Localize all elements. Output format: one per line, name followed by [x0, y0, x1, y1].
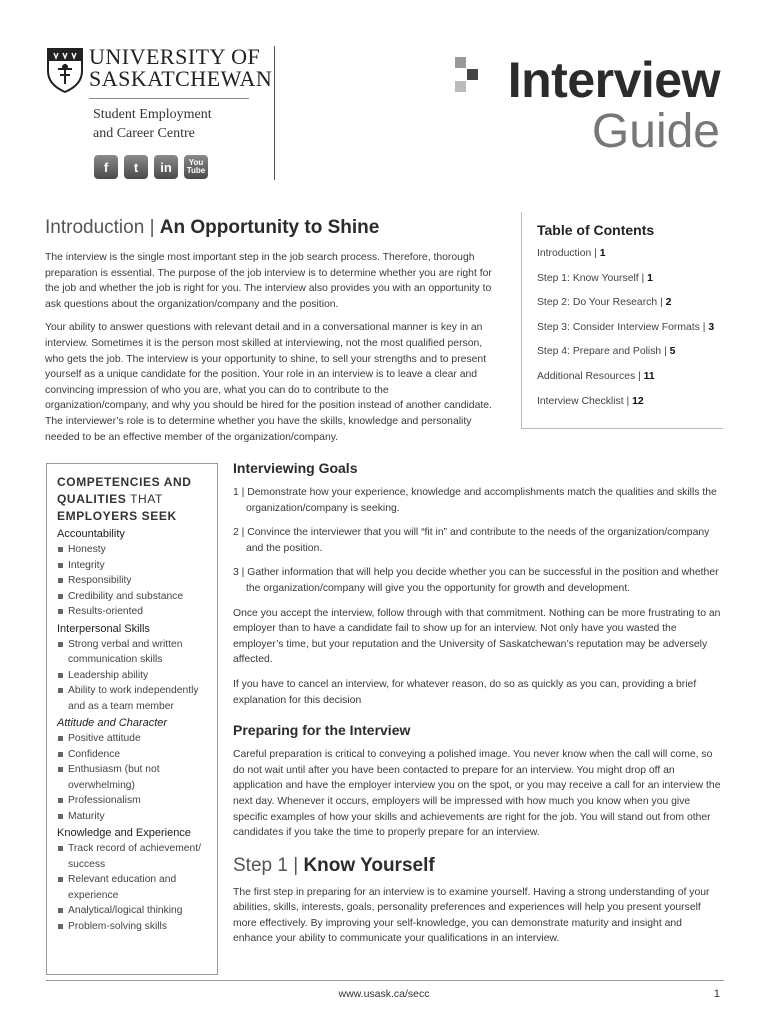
preparing-heading: Preparing for the Interview — [233, 722, 411, 739]
list-item: Ability to work independently and as a team member — [57, 683, 209, 714]
facebook-icon[interactable]: f — [94, 155, 118, 179]
intro-body — [45, 250, 495, 453]
list-item: Track record of achievement/ success — [57, 841, 209, 872]
intro-heading-light: Introduction — [45, 217, 145, 238]
list-item: Credibility and substance — [57, 589, 209, 605]
list-item: Responsibility — [57, 573, 209, 589]
list-item: Positive attitude — [57, 731, 209, 747]
toc-title: Table of Contents — [537, 222, 655, 238]
document-title-line1: Interview — [507, 52, 720, 108]
goal-item: 3 | Gather information that will help you decide whether you can be successful in the position and whether the organization/company will give you the opportunity for growth and development. — [233, 567, 719, 594]
centre-name-line2: and Career Centre — [93, 126, 195, 141]
footer-divider — [46, 980, 724, 981]
pixel-mark-icon — [455, 57, 481, 93]
page-number: 1 — [713, 988, 720, 1000]
university-divider — [89, 98, 249, 99]
competency-section-title: Knowledge and Experience — [57, 827, 191, 839]
toc-item-checklist[interactable]: Interview Checklist | 12 — [537, 395, 644, 407]
list-item: Enthusiasm (but not overwhelming) — [57, 762, 209, 793]
footer-url-link[interactable]: www.usask.ca/secc — [338, 988, 430, 1000]
intro-heading — [45, 217, 379, 239]
list-item: Problem-solving skills — [57, 919, 209, 935]
list-item: Leadership ability — [57, 668, 209, 684]
table-of-contents — [521, 212, 723, 429]
toc-item-step2[interactable]: Step 2: Do Your Research | 2 — [537, 297, 672, 309]
centre-name-line1: Student Employment — [93, 107, 212, 122]
goal-item: 2 | Convince the interviewer that you will “fit in” and contribute to the needs of the organization/company and the position. — [233, 527, 710, 554]
goals-heading: Interviewing Goals — [233, 460, 358, 476]
list-item: Analytical/logical thinking — [57, 903, 209, 919]
competency-section-title: Interpersonal Skills — [57, 622, 150, 635]
intro-paragraph: The interview is the single most important step in the job search process. Therefore, thorough preparation is essential. The purpose of the job interview is to determine whether you are right for the job and whether the job is right for you. The interview also provides you with an opportunity to ask questions about the organization/company and the position. — [45, 252, 492, 310]
toc-item-step4[interactable]: Step 4: Prepare and Polish | 5 — [537, 346, 676, 358]
university-name — [89, 46, 272, 90]
toc-item-step3[interactable]: Step 3: Consider Interview Formats | 3 — [537, 321, 715, 333]
competency-section-title: Attitude and Character — [57, 717, 168, 729]
toc-item-resources[interactable]: Additional Resources | 11 — [537, 370, 655, 382]
intro-heading-separator: | — [144, 217, 160, 238]
university-name-line2: SASKATCHEWAN — [89, 66, 273, 91]
university-name-line1: UNIVERSITY OF — [89, 44, 261, 69]
toc-item-introduction[interactable]: Introduction | 1 — [537, 248, 606, 259]
intro-paragraph: Your ability to answer questions with relevant detail and in a conversational manner is key in an interview. Sometimes it is the person most skilled at interviewing, not the most qualified person, who gets the job. The interview is your opportunity to shine, to sell your strengths and to present yourself as a unique candidate for the position. Your role in an interview is to leave a clear and convincing impression of who you are, what you can do to contribute to the organization/company, and why you should be hired for the position instead of another candidate. The interviewer’s role is to determine whether you have the skills, knowledge and personality needed to be an effective member of the organization/company. — [45, 322, 492, 443]
list-item: Strong verbal and written communication skills — [57, 637, 209, 668]
step1-heading — [233, 855, 723, 877]
goals-paragraph: Once you accept the interview, follow through with that commitment. Nothing can be more frustrating to an employer than to have a candidate fail to show up for an interview. Not only have you wasted the employer’s time, but your reputation and the University of Saskatchewan’s reputation may be adversely affected. — [233, 607, 721, 666]
document-title-line2: Guide — [591, 105, 720, 158]
goals-paragraph: If you have to cancel an interview, for whatever reason, do so as quickly as you can, providing a brief explanation for this decision — [233, 678, 697, 706]
step1-heading-separator: | — [287, 854, 304, 876]
social-links — [94, 155, 208, 179]
step1-heading-bold: Know Yourself — [303, 854, 435, 876]
list-item: Integrity — [57, 558, 209, 574]
intro-heading-bold: An Opportunity to Shine — [159, 217, 380, 238]
youtube-icon[interactable]: You Tube — [184, 155, 208, 179]
list-item: Maturity — [57, 809, 209, 825]
list-item: Confidence — [57, 747, 209, 763]
list-item: Honesty — [57, 542, 209, 558]
list-item: Relevant education and experience — [57, 872, 209, 903]
step1-heading-light: Step 1 — [233, 854, 288, 876]
header-divider — [274, 46, 275, 180]
centre-name — [93, 105, 212, 143]
competencies-title: COMPETENCIES AND QUALITIES THAT EMPLOYERS SEEK — [57, 475, 192, 523]
toc-item-step1[interactable]: Step 1: Know Yourself | 1 — [537, 272, 653, 284]
university-crest-logo — [46, 47, 84, 93]
linkedin-icon[interactable]: in — [154, 155, 178, 179]
goal-item: 1 | Demonstrate how your experience, knowledge and accomplishments match the qualities and skills the organization/company is seeking. — [233, 487, 717, 514]
twitter-icon[interactable]: t — [124, 155, 148, 179]
competency-section-title: Accountability — [57, 528, 125, 540]
list-item: Professionalism — [57, 793, 209, 809]
preparing-paragraph: Careful preparation is critical to conveying a polished image. You never know when the call will come, so do not wait until after you have been contacted to prepare for an interview. You might drop off an application and have the employer interview you on the spot, or you may receive a call for an interview the next day. Whenever it occurs, employers will be impressed with how much you know when you give specific examples of how your skills and achievements are right for the job. You will stand out from other candidates if you take the time to properly prepare for an interview. — [233, 749, 721, 839]
main-column — [233, 460, 723, 956]
competencies-sidebar — [46, 463, 218, 975]
list-item: Results-oriented — [57, 604, 209, 620]
step1-paragraph: The first step in preparing for an interview is to examine yourself. Having a strong understanding of your abilities, skills, interests, goals, personality preferences and experiences will help you present yourself more effectively. By improving your self-knowledge, you can demonstrate maturity and insight and enhance your ability to communicate your qualifications in an interview. — [233, 886, 710, 945]
